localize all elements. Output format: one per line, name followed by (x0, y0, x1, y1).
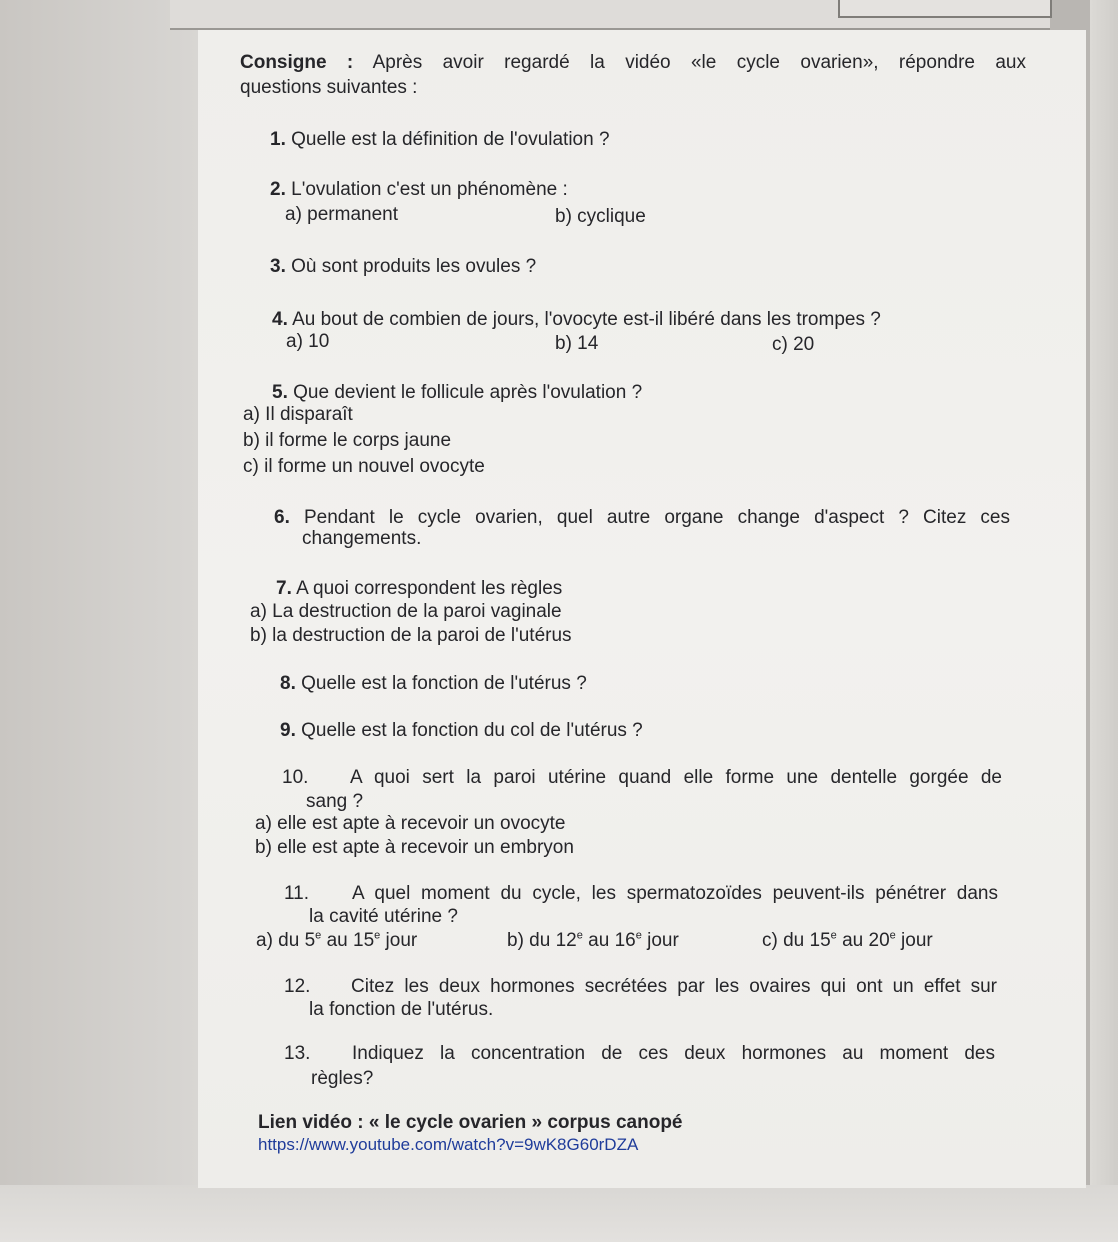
instruction-text: Après avoir regardé la vidéo «le cycle ovarien», répondre aux (372, 52, 1026, 73)
question-4: 4. Au bout de combien de jours, l'ovocyte est-il libéré dans les trompes ? (272, 309, 881, 330)
question-11-option-a: a) du 5e au 15e jour (256, 929, 418, 951)
question-2: 2. L'ovulation c'est un phénomène : (270, 179, 568, 200)
question-6-line-2: changements. (302, 528, 422, 549)
question-5-option-a: a) Il disparaît (243, 404, 353, 425)
question-5: 5. Que devient le follicule après l'ovulation ? (272, 382, 643, 403)
question-7-option-a: a) La destruction de la paroi vaginale (250, 601, 562, 622)
question-12: Citez les deux hormones secrétées par les ovaires qui ont un effet sur (351, 976, 997, 997)
answer-box (838, 0, 1052, 18)
video-link-label: Lien vidéo : « le cycle ovarien » corpus canopé (258, 1112, 683, 1133)
question-10-number: 10. (282, 767, 309, 788)
question-9: 9. Quelle est la fonction du col de l'utérus ? (280, 720, 643, 741)
instruction-line-1 (240, 52, 1026, 74)
question-7-option-b: b) la destruction de la paroi de l'utérus (250, 625, 572, 646)
question-6: 6. Pendant le cycle ovarien, quel autre organe change d'aspect ? Citez ces (274, 507, 1010, 528)
question-13-line-2: règles? (311, 1068, 374, 1089)
question-10: A quoi sert la paroi utérine quand elle forme une dentelle gorgée de (350, 767, 1002, 788)
question-11-number: 11. (284, 883, 310, 904)
question-11-option-b: b) du 12e au 16e jour (507, 929, 679, 951)
question-3: 3. Où sont produits les ovules ? (270, 256, 537, 277)
question-10-line-2: sang ? (306, 791, 364, 812)
question-8: 8. Quelle est la fonction de l'utérus ? (280, 673, 587, 694)
question-10-option-a: a) elle est apte à recevoir un ovocyte (255, 813, 566, 834)
instruction-label: Consigne : (240, 52, 354, 73)
question-2-option-a: a) permanent (285, 204, 399, 225)
background-left (0, 0, 200, 1190)
question-2-option-b: b) cyclique (555, 206, 646, 227)
question-1: 1. Quelle est la définition de l'ovulation ? (270, 129, 610, 150)
background-bottom (0, 1185, 1118, 1242)
question-4-option-a: a) 10 (286, 331, 330, 352)
question-12-line-2: la fonction de l'utérus. (309, 999, 494, 1020)
worksheet-page (198, 30, 1086, 1188)
previous-page-edge (170, 0, 1050, 30)
question-4-option-c: c) 20 (772, 334, 815, 355)
question-5-option-c: c) il forme un nouvel ovocyte (243, 456, 485, 477)
background-right (1090, 0, 1118, 1190)
question-11-option-c: c) du 15e au 20e jour (762, 929, 933, 951)
question-4-option-b: b) 14 (555, 333, 599, 354)
question-12-number: 12. (284, 976, 311, 997)
video-link-url[interactable]: https://www.youtube.com/watch?v=9wK8G60rDZA (258, 1135, 639, 1154)
question-10-option-b: b) elle est apte à recevoir un embryon (255, 837, 574, 858)
instruction-line-2: questions suivantes : (240, 77, 418, 98)
question-11-line-2: la cavité utérine ? (309, 906, 458, 927)
question-5-option-b: b) il forme le corps jaune (243, 430, 452, 451)
question-11: A quel moment du cycle, les spermatozoïdes peuvent-ils pénétrer dans (352, 883, 998, 904)
question-13-number: 13. (284, 1043, 311, 1064)
question-13: Indiquez la concentration de ces deux hormones au moment des (352, 1043, 995, 1064)
question-7: 7. A quoi correspondent les règles (276, 578, 563, 599)
